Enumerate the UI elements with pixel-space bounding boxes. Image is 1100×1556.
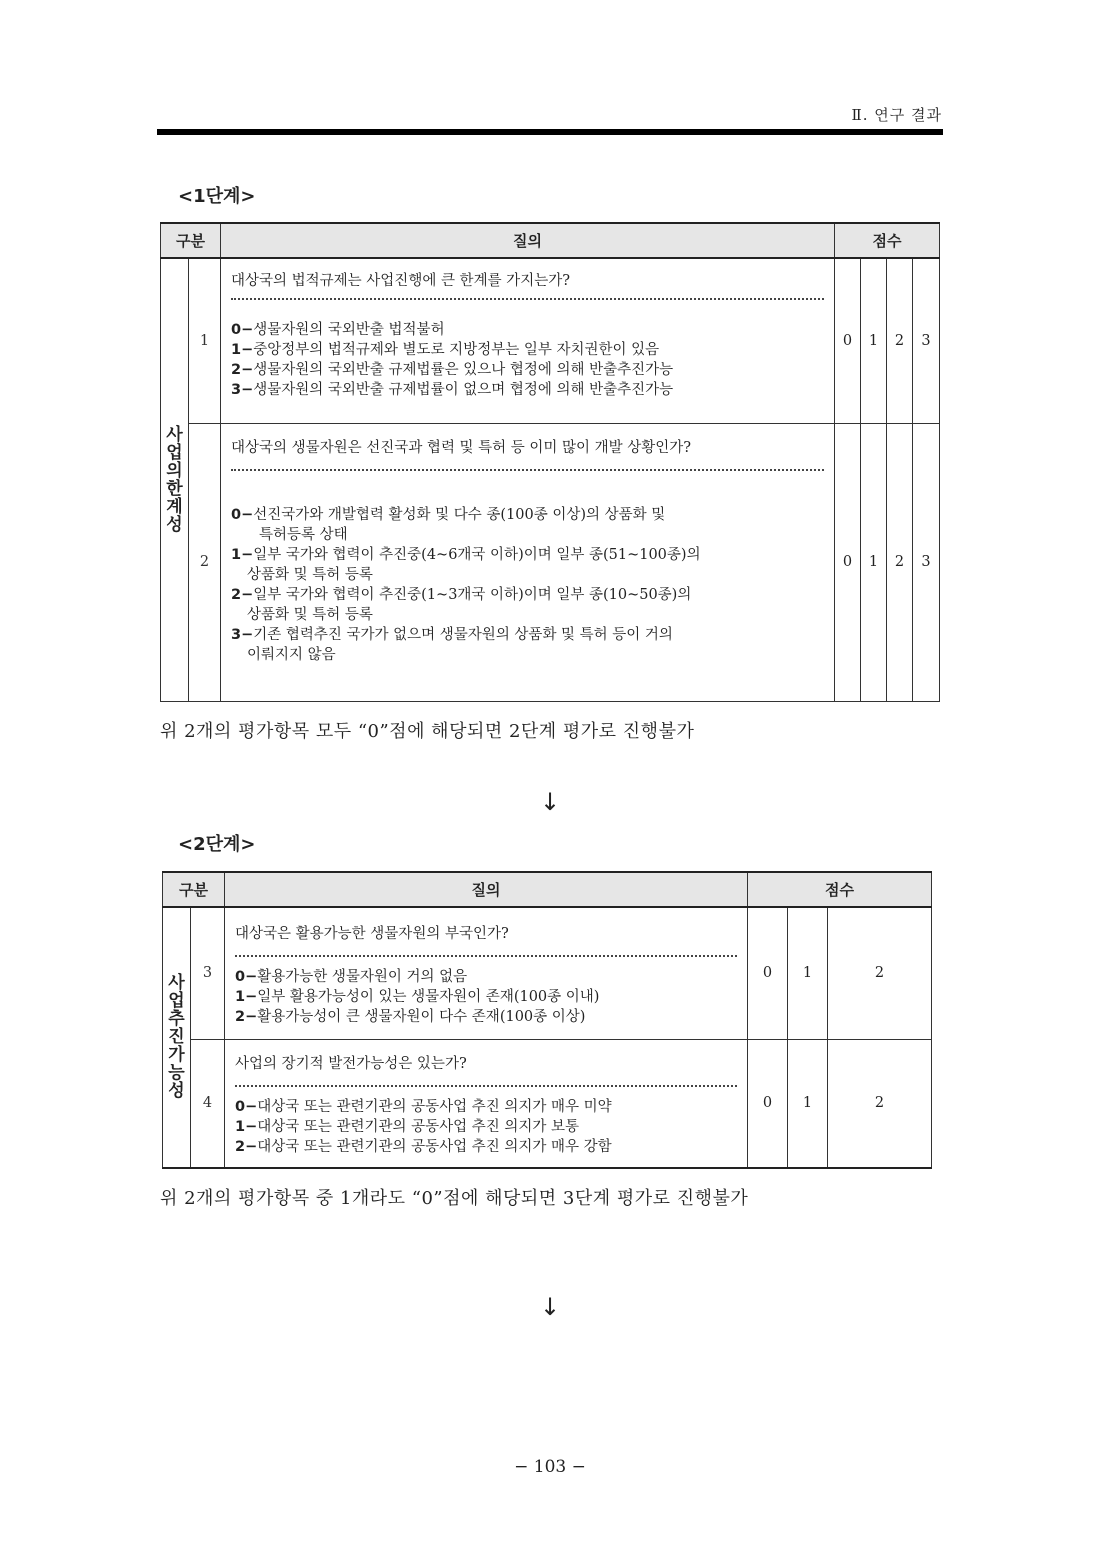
question-cell [225, 907, 748, 1039]
option: 0−생물자원의 국외반출 법적불허 [231, 322, 445, 339]
score-cell: 3 [913, 258, 940, 423]
col-question-header: 질의 [221, 223, 835, 258]
options-list [235, 957, 737, 1037]
col-question-header: 질의 [225, 872, 748, 907]
score-cell: 2 [887, 423, 913, 701]
score-cell: 0 [748, 907, 788, 1039]
score-cell: 1 [788, 907, 828, 1039]
option: 2−생물자원의 국외반출 규제법률은 있으나 협정에 의해 반출추진가능 [231, 362, 674, 379]
question-text: 사업의 장기적 발전가능성은 있는가? [235, 1040, 737, 1087]
col-score-header: 점수 [835, 223, 940, 258]
page-number: − 103 − [514, 1457, 586, 1477]
option-continuation: 특허등록 상태 [259, 526, 348, 543]
option: 0−활용가능한 생물자원이 거의 없음 [235, 968, 468, 985]
category-label: 사업의한계성 [166, 424, 183, 535]
option: 3−생물자원의 국외반출 규제법률이 없으며 협정에 의해 반출추진가능 [231, 382, 674, 399]
question-cell [225, 1039, 748, 1168]
stage1-table [160, 222, 940, 702]
question-text: 대상국의 법적규제는 사업진행에 큰 한계를 가지는가? [231, 261, 824, 300]
option: 1−대상국 또는 관련기관의 공동사업 추진 의지가 보통 [235, 1118, 580, 1135]
stage1-note: 위 2개의 평가항목 모두 “0”점에 해당되면 2단계 평가로 진행불가 [160, 721, 695, 742]
down-arrow-icon: ↓ [540, 1293, 561, 1321]
option: 2−활용가능성이 큰 생물자원이 다수 존재(100종 이상) [235, 1008, 586, 1025]
options-list [231, 471, 824, 675]
header-rule [157, 129, 943, 135]
score-cell: 1 [788, 1039, 828, 1168]
item-number: 1 [189, 258, 221, 423]
option-continuation: 이뤄지지 않음 [247, 646, 336, 663]
options-list [231, 300, 824, 420]
score-cell: 2 [887, 258, 913, 423]
category-label: 사업추진가능성 [168, 973, 185, 1102]
category-cell [161, 258, 189, 701]
stage2-title: <2단계> [178, 834, 256, 855]
item-number: 2 [189, 423, 221, 701]
col-category-header: 구분 [163, 872, 225, 907]
option: 0−대상국 또는 관련기관의 공동사업 추진 의지가 매우 미약 [235, 1098, 612, 1115]
down-arrow-icon: ↓ [540, 788, 561, 816]
col-category-header: 구분 [161, 223, 221, 258]
col-score-header: 점수 [748, 872, 932, 907]
stage2-table [162, 871, 932, 1169]
option: 2−대상국 또는 관련기관의 공동사업 추진 의지가 매우 강함 [235, 1138, 612, 1155]
score-cell: 3 [913, 423, 940, 701]
question-cell [221, 423, 835, 701]
category-cell [163, 907, 191, 1168]
question-cell [221, 258, 835, 423]
score-cell: 0 [835, 423, 861, 701]
stage2-note: 위 2개의 평가항목 중 1개라도 “0”점에 해당되면 3단계 평가로 진행불가 [160, 1188, 749, 1209]
option: 1−중앙정부의 법적규제와 별도로 지방정부는 일부 자치권한이 있음 [231, 342, 660, 359]
item-number: 3 [191, 907, 225, 1039]
item-number: 4 [191, 1039, 225, 1168]
option-continuation: 상품화 및 특허 등록 [247, 566, 373, 583]
option: 0−선진국가와 개발협력 활성화 및 다수 종(100종 이상)의 상품화 및 [231, 506, 666, 523]
running-header: Ⅱ. 연구 결과 [851, 106, 942, 124]
score-cell: 0 [748, 1039, 788, 1168]
option: 3−기존 협력추진 국가가 없으며 생물자원의 상품화 및 특허 등이 거의 [231, 626, 673, 643]
score-cell: 0 [835, 258, 861, 423]
option: 2−일부 국가와 협력이 추진중(1~3개국 이하)이며 일부 종(10~50종)의 [231, 586, 692, 603]
score-cell: 1 [861, 423, 887, 701]
stage1-title: <1단계> [178, 186, 256, 207]
score-cell: 2 [828, 1039, 932, 1168]
option: 1−일부 활용가능성이 있는 생물자원이 존재(100종 이내) [235, 988, 600, 1005]
question-text: 대상국은 활용가능한 생물자원의 부국인가? [235, 910, 737, 957]
question-text: 대상국의 생물자원은 선진국과 협력 및 특허 등 이미 많이 개발 상황인가? [231, 424, 824, 471]
score-cell: 1 [861, 258, 887, 423]
score-cell: 2 [828, 907, 932, 1039]
option: 1−일부 국가와 협력이 추진중(4~6개국 이하)이며 일부 종(51~100종)의 [231, 546, 701, 563]
options-list [235, 1087, 737, 1167]
option-continuation: 상품화 및 특허 등록 [247, 606, 373, 623]
